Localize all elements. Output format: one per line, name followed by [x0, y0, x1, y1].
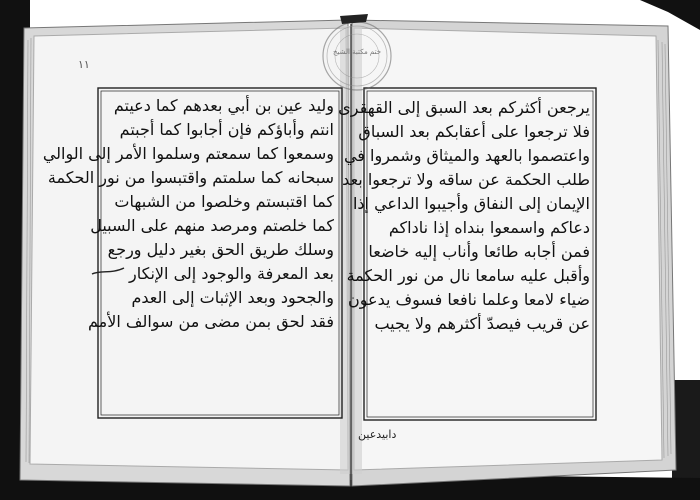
right-line-1: يرجعن أكثركم بعد السبق إلى القهقرى [338, 98, 590, 117]
left-line-4: سبحانه كما سلمتم واقتبسوا من نور الحكمة [47, 168, 334, 187]
left-line-2: انتم وأباؤكم فإن أجابوا كما أجبتم [119, 120, 334, 139]
right-line-2: فلا ترجعوا على أعقابكم بعد السباق [358, 122, 590, 141]
right-line-8: وأقبل عليه سامعا نال من نور الحكمة [346, 266, 590, 285]
left-line-3: وسمعوا كما سمعتم وسلموا الأمر إلى الوالي [42, 144, 334, 163]
left-line-1: وليد عين بن أبي بعدهم كما دعيتم [113, 96, 334, 115]
left-page-text [42, 94, 334, 394]
right-line-5: الإيمان إلى النفاق وأجيبوا الداعي إذا [352, 194, 590, 213]
right-line-3: واعتصموا بالعهد والميثاق وشمروا في [343, 146, 590, 165]
seal-text: ختم مكتبة الشيخ [332, 48, 382, 56]
left-line-7: وسلك طريق الحق بغير دليل ورجع [107, 240, 334, 259]
left-line-8: بعد المعرفة والوجود إلى الإنكار [129, 264, 334, 283]
right-line-7: فمن أجابه طائعا وأناب إليه خاضعا [368, 242, 590, 261]
right-line-6: دعاكم واسمعوا بنداه إذا ناداكم [388, 218, 590, 237]
right-line-10: عن قريب فيصدّ أكثرهم ولا يجيب [374, 314, 590, 333]
left-line-5: كما اقتبستم وخلصوا من الشبهات [114, 192, 334, 211]
left-line-9: والجحود وبعد الإثبات إلى العدم [131, 288, 334, 307]
left-line-10: فقد لحق بمن مضى من سوالف الأمم [88, 312, 334, 331]
right-page-text [338, 96, 590, 408]
right-line-4: طلب الحكمة عن ساقه ولا ترجعوا بعد [342, 170, 590, 189]
right-line-9: ضياء لامعا وعلما نافعا فسوف يدعون [348, 290, 590, 309]
catchword: دابيدعين [358, 428, 397, 441]
left-line-6: كما خلصتم ومرصد منهم على السبيل [90, 216, 334, 235]
folio-number: ١١ [78, 58, 90, 71]
